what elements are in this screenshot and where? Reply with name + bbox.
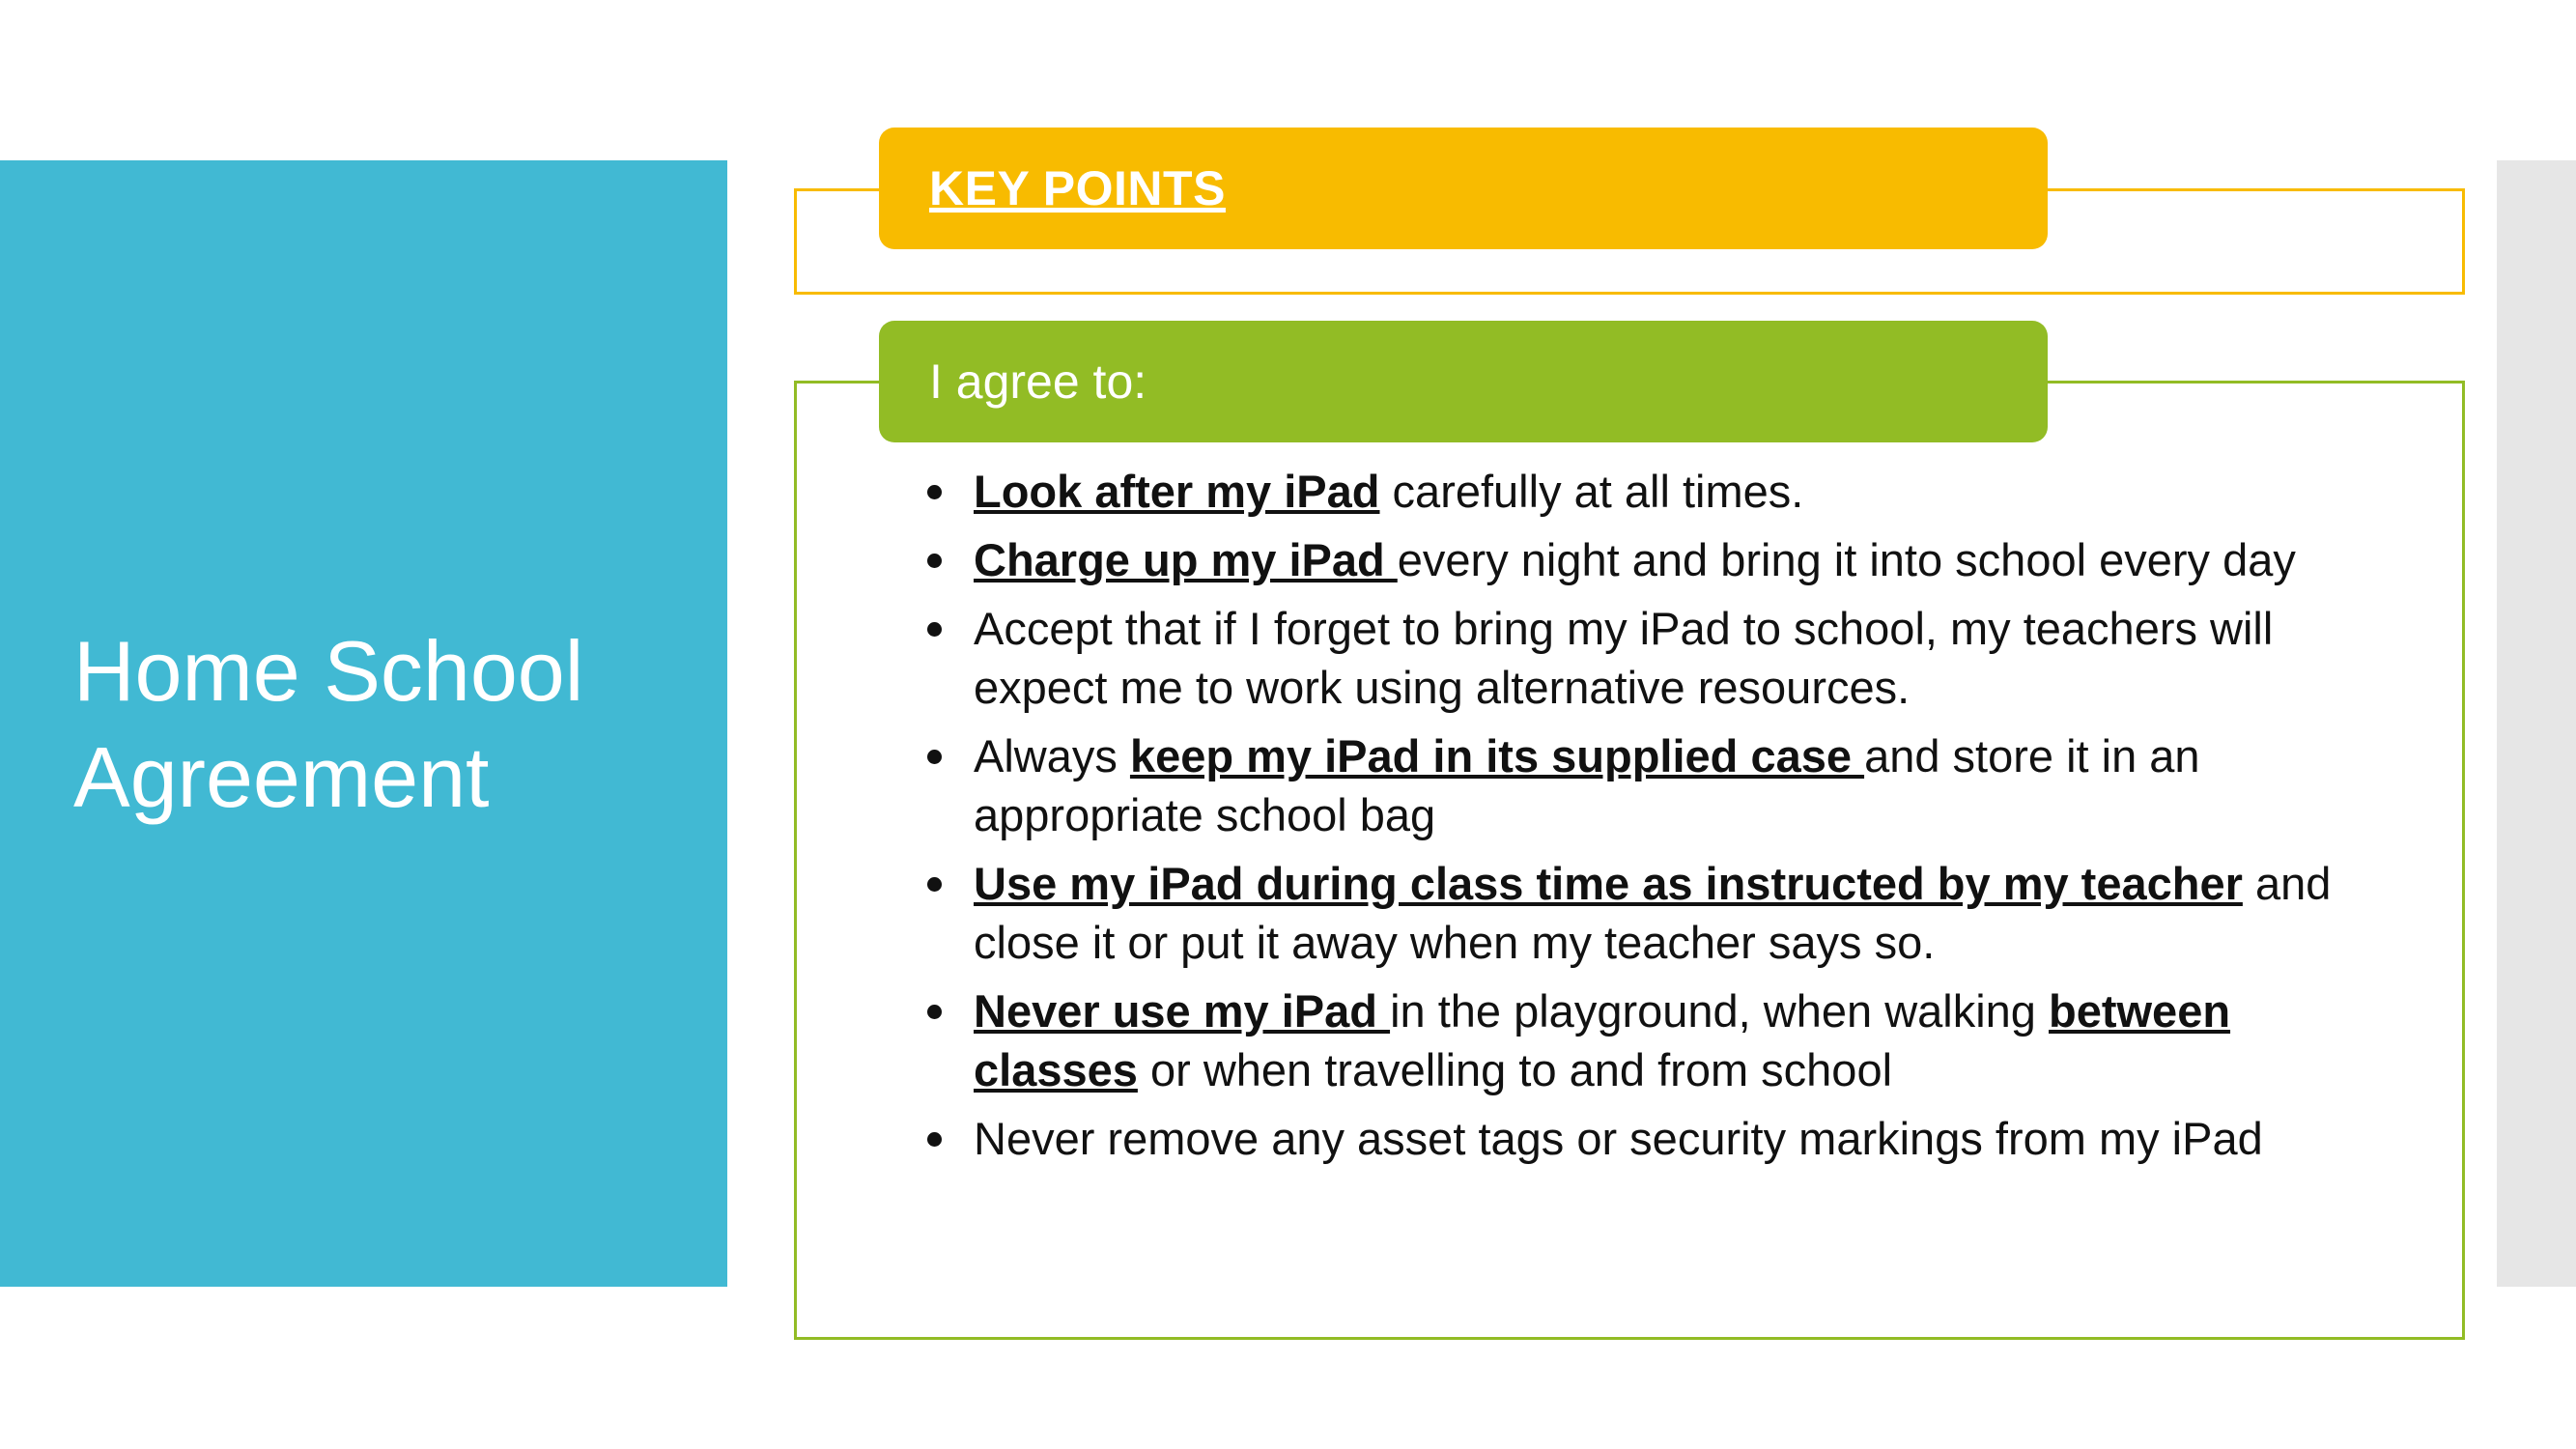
bullet-icon <box>927 877 942 892</box>
item-text: Always <box>974 730 1130 781</box>
list-item <box>916 981 2364 1099</box>
agreement-header <box>879 321 2048 442</box>
item-text: every night and bring it into school every day <box>1397 534 2296 585</box>
item-text: in the playground, when walking <box>1390 985 2049 1037</box>
key-points-header <box>879 128 2048 249</box>
item-emphasis: Charge up my iPad <box>974 534 1398 585</box>
item-text: carefully at all times. <box>1379 466 1804 517</box>
list-item <box>916 462 2364 521</box>
item-emphasis: between classes <box>974 985 2231 1095</box>
item-emphasis: Never use my iPad <box>974 985 1391 1037</box>
key-points-label: KEY POINTS <box>929 161 1226 215</box>
item-text: Never remove any asset tags or security markings from my iPad <box>974 1113 2263 1164</box>
item-text: and close it or put it away when my teacher says so. <box>974 858 2332 968</box>
item-text: and store it in an appropriate school bag <box>974 730 2200 840</box>
item-emphasis: Use my iPad during class time as instructed by my teacher <box>974 858 2243 909</box>
list-item <box>916 854 2364 972</box>
list-item <box>916 599 2364 717</box>
list-item <box>916 530 2364 589</box>
side-strip <box>2497 160 2576 1287</box>
item-emphasis: keep my iPad in its supplied case <box>1129 730 1865 781</box>
item-emphasis: Look after my iPad <box>974 466 1380 517</box>
agreement-label: I agree to: <box>929 355 1147 409</box>
list-item <box>916 726 2364 844</box>
agreement-list <box>916 462 2364 1178</box>
item-text: or when travelling to and from school <box>1137 1044 1893 1095</box>
bullet-icon <box>927 622 942 637</box>
bullet-icon <box>927 554 942 568</box>
bullet-icon <box>927 1005 942 1019</box>
bullet-icon <box>927 485 942 499</box>
list-item <box>916 1109 2364 1168</box>
item-text: Accept that if I forget to bring my iPad to school, my teachers will expect me to work using alternative resources. <box>974 603 2274 713</box>
slide-title: Home School Agreement <box>73 623 584 825</box>
bullet-icon <box>927 750 942 764</box>
bullet-icon <box>927 1132 942 1147</box>
